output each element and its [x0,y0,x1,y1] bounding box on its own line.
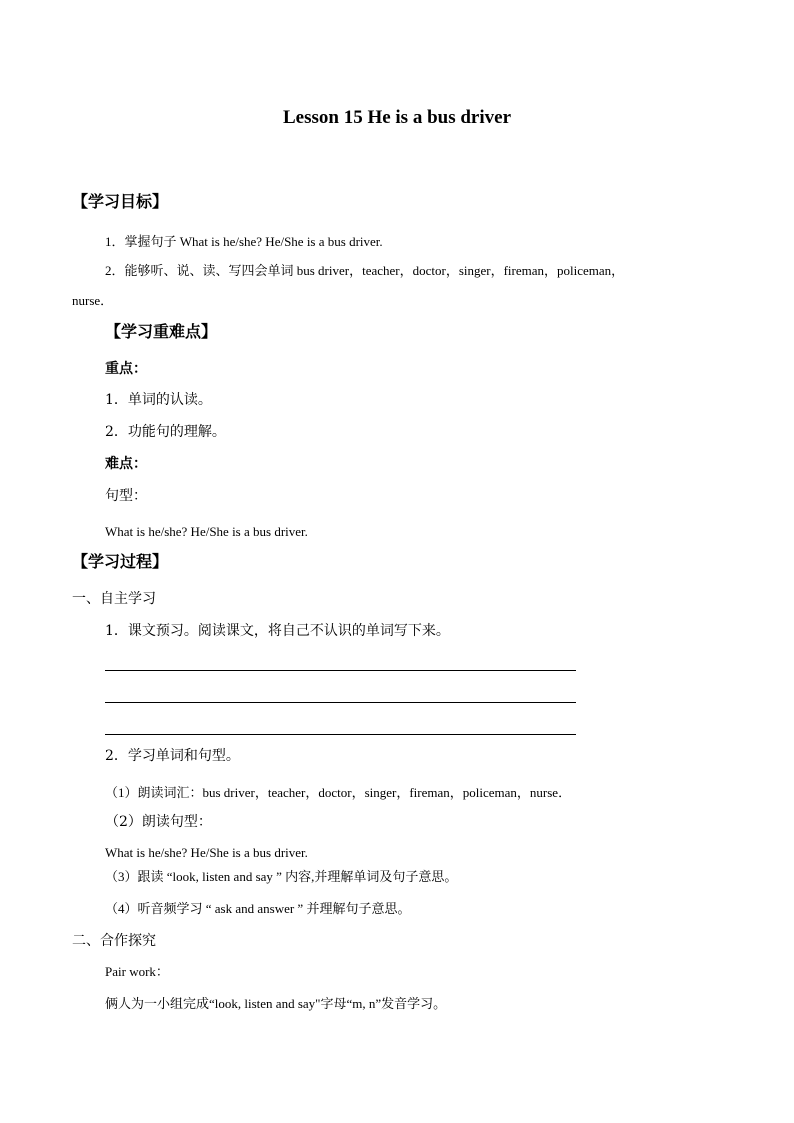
part1-sub2-sentence: What is he/she? He/She is a bus driver. [105,845,308,860]
part1-sub4: （4）听音频学习 “ ask and answer ” 并理解句子意思。 [105,901,411,916]
part1-step1: 1．课文预习。阅读课文，将自己不认识的单词写下来。 [105,623,450,639]
page-title: Lesson 15 He is a bus driver [282,107,512,128]
goals-item-2-cont: nurse． [72,293,114,308]
pair-work-label: Pair work： [105,964,169,979]
part1-step2: 2．学习单词和句型。 [105,748,240,764]
key-item-2: 2．功能句的理解。 [105,424,226,440]
part1-title: 一、自主学习 [72,591,156,607]
goals-heading: 【学习目标】 [72,192,169,211]
sentence-label: 句型： [105,488,147,504]
difficult-label: 难点： [105,456,147,472]
part1-sub2: （2）朗读句型： [105,814,212,830]
process-heading: 【学习过程】 [72,552,169,571]
key-label: 重点： [105,361,147,377]
answer-line-3[interactable] [105,734,576,735]
part1-sub3: （3）跟读 “look, listen and say ” 内容,并理解单词及句子意思。 [105,869,458,884]
part1-sub1: （1）朗读词汇：bus driver，teacher，doctor，singer，fireman，policeman，nurse． [105,785,572,800]
pair-work-task: 俩人为一小组完成“look, listen and say"字母“m, n”发音学习。 [105,996,447,1011]
answer-line-2[interactable] [105,702,576,703]
key-item-1: 1．单词的认读。 [105,392,212,408]
key-sentence: What is he/she? He/She is a bus driver. [105,524,308,539]
answer-line-1[interactable] [105,670,576,671]
goals-item-2: 2．能够听、说、读、写四会单词 bus driver，teacher，doctor，singer，fireman，policeman， [105,263,625,278]
key-points-heading: 【学习重难点】 [105,322,218,341]
goals-item-1: 1．掌握句子 What is he/she? He/She is a bus driver. [105,234,383,249]
part2-title: 二、合作探究 [72,933,156,949]
